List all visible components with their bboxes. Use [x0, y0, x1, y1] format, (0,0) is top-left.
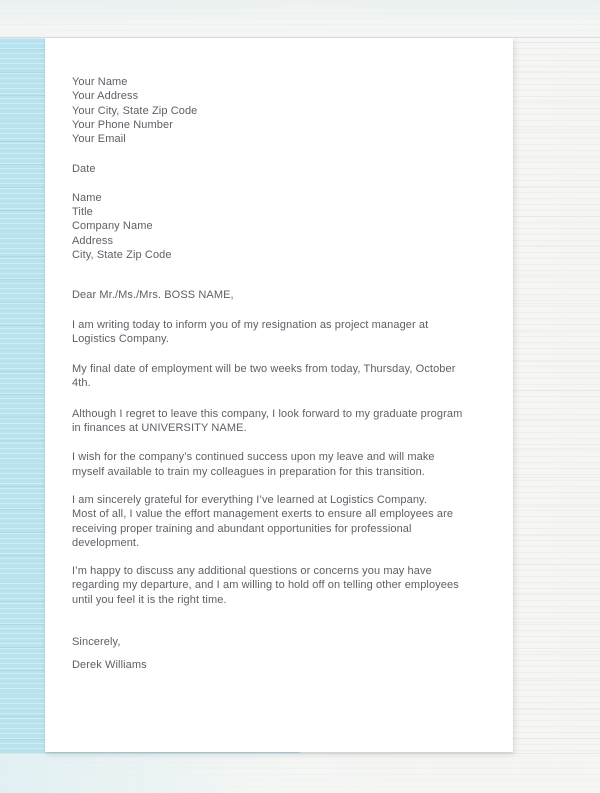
text-line: until you feel it is the right time. [72, 593, 227, 606]
salutation-line: Dear Mr./Ms./Mrs. BOSS NAME, [72, 289, 234, 302]
text-line: I wish for the company’s continued success upon my leave and will make [72, 451, 435, 464]
text-line: receiving proper training and abundant opportunities for professional [72, 522, 412, 535]
text-line: Your Name [72, 76, 128, 88]
closing-line: Sincerely, [72, 636, 121, 649]
text-line: Company Name [72, 220, 153, 233]
text-line: regarding my departure, and I am willing to hold off on telling other employees [72, 579, 459, 592]
signature-name: Derek Williams [72, 659, 147, 672]
sender-address-block [72, 75, 493, 146]
body-paragraph-1 [72, 318, 493, 347]
text-line: 4th. [72, 377, 91, 390]
text-line: in finances at UNIVERSITY NAME. [72, 422, 247, 435]
text-line: Logistics Company. [72, 332, 169, 345]
text-line: Your Phone Number [72, 118, 173, 131]
top-board-strip [0, 0, 600, 38]
bottom-board-strip [0, 753, 600, 793]
text-line: Most of all, I value the effort management exerts to ensure all employees are [72, 508, 454, 521]
date-line: Date [72, 163, 96, 176]
text-line: Although I regret to leave this company, I look forward to my graduate program [72, 407, 463, 420]
text-line: Name [72, 191, 102, 204]
text-line: myself available to train my colleagues in preparation for this transition. [72, 465, 425, 478]
body-paragraph-3 [72, 407, 493, 436]
body-paragraph-5 [72, 493, 493, 550]
text-line: I’m happy to discuss any additional questions or concerns you may have [72, 565, 432, 578]
text-line: My final date of employment will be two weeks from today, Thursday, October [72, 363, 456, 376]
body-paragraph-2 [72, 362, 493, 391]
body-paragraph-4 [72, 450, 493, 479]
text-line: Title [72, 206, 93, 219]
text-line: Your Address [72, 90, 139, 103]
body-paragraph-6 [72, 564, 493, 607]
text-line: Address [72, 234, 114, 247]
text-line: Your City, State Zip Code [72, 104, 198, 117]
recipient-address-block [72, 191, 493, 262]
text-line: Your Email [72, 133, 126, 146]
text-line: I am writing today to inform you of my resignation as project manager at [72, 318, 429, 331]
text-line: development. [72, 536, 140, 549]
letter-page [45, 38, 513, 752]
letter-content [45, 38, 513, 673]
text-line: I am sincerely grateful for everything I’ve learned at Logistics Company. [72, 493, 427, 506]
text-line: City, State Zip Code [72, 248, 172, 261]
